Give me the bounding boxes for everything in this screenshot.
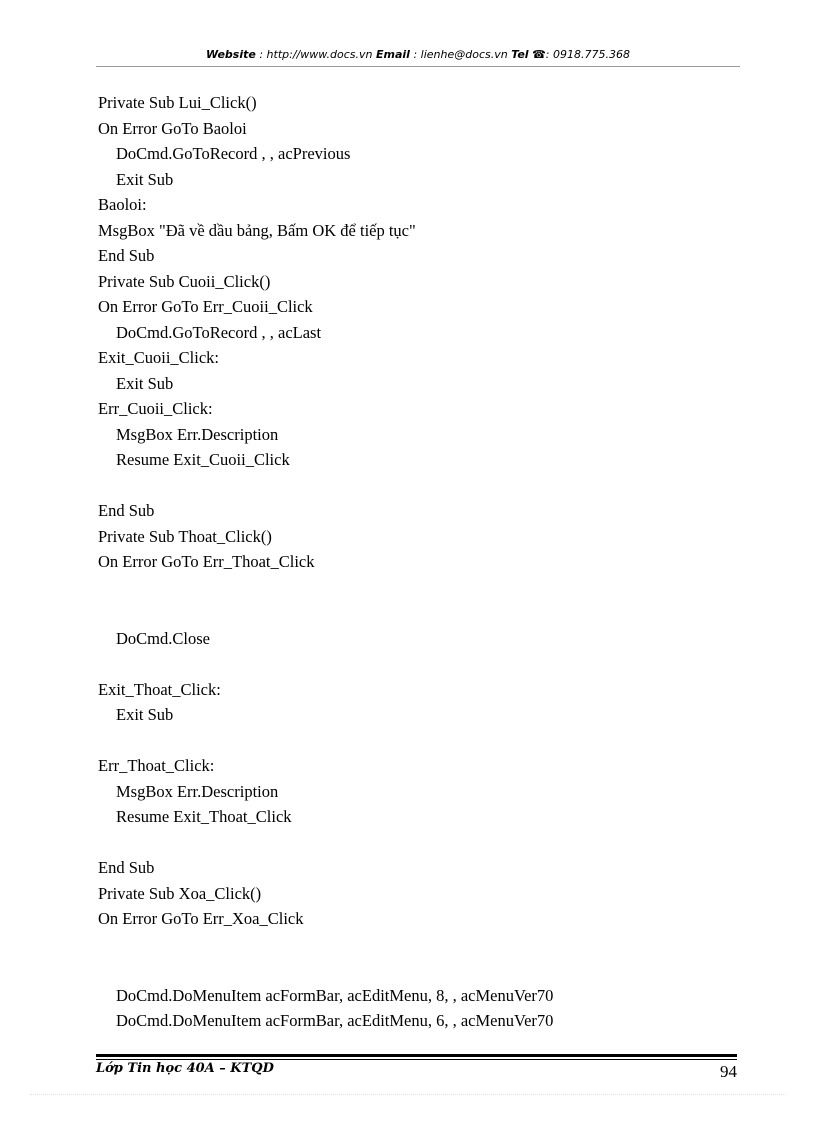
blank-line — [98, 728, 738, 754]
blank-line — [98, 473, 738, 499]
code-line: Exit_Thoat_Click: — [98, 679, 221, 699]
website-label: Website — [206, 48, 256, 61]
code-line: On Error GoTo Err_Thoat_Click — [98, 552, 315, 571]
code-line: Private Sub Lui_Click() — [98, 93, 257, 112]
code-line: Exit Sub — [116, 705, 174, 724]
code-line: Exit_Cuoii_Click: — [98, 348, 220, 367]
code-line: On Error GoTo Baoloi — [98, 118, 247, 138]
header-divider — [96, 66, 740, 67]
code-line: On Error GoTo Err_Xoa_Click — [98, 909, 304, 928]
code-line: Private Sub Xoa_Click() — [98, 883, 262, 903]
email-label: Email — [376, 48, 410, 61]
code-line: Private Sub Cuoii_Click() — [98, 271, 271, 291]
code-line: DoCmd.GoToRecord , , acLast — [116, 322, 322, 342]
code-line: Resume Exit_Cuoii_Click — [116, 450, 290, 469]
code-line: Err_Cuoii_Click: — [98, 399, 213, 418]
footer-divider-thick — [96, 1054, 737, 1057]
code-line: DoCmd.GoToRecord , , acPrevious — [116, 144, 351, 163]
code-line: Resume Exit_Thoat_Click — [116, 807, 292, 826]
code-line: DoCmd.Close — [116, 628, 210, 648]
blank-line — [98, 957, 738, 983]
code-line: Exit Sub — [116, 169, 174, 189]
blank-line — [98, 651, 738, 677]
code-line: MsgBox Err.Description — [116, 424, 279, 444]
blank-line — [98, 600, 738, 626]
blank-line — [98, 575, 738, 601]
blank-line — [98, 830, 738, 856]
page-edge-divider — [30, 1094, 786, 1095]
code-line: Err_Thoat_Click: — [98, 756, 215, 775]
code-line: On Error GoTo Err_Cuoii_Click — [98, 297, 313, 316]
email-value: : lienhe@docs.vn — [413, 48, 508, 61]
code-line: Baoloi: — [98, 195, 147, 214]
page-header — [96, 48, 740, 61]
tel-value: : 0918.775.368 — [545, 48, 630, 61]
footer-class-label: Lớp Tin học 40A – KTQD — [96, 1061, 274, 1076]
code-line: DoCmd.DoMenuItem acFormBar, acEditMenu, 8, , acMenuVer70 — [116, 985, 554, 1005]
page-number: 94 — [720, 1062, 737, 1081]
blank-line — [98, 932, 738, 958]
code-line: MsgBox "Đã về dầu bảng, Bấm OK để tiếp tục" — [98, 220, 416, 240]
code-line: Exit Sub — [116, 373, 174, 393]
code-line: End Sub — [98, 246, 155, 265]
website-value: : http://www.docs.vn — [259, 48, 373, 61]
code-line: End Sub — [98, 858, 155, 877]
tel-label: Tel — [511, 48, 529, 61]
code-block — [98, 90, 738, 1034]
code-line: MsgBox Err.Description — [116, 781, 279, 801]
code-line: End Sub — [98, 501, 155, 520]
footer-divider-thin — [96, 1059, 737, 1060]
phone-icon: ☎ — [532, 48, 546, 61]
code-line: DoCmd.DoMenuItem acFormBar, acEditMenu, 6, , acMenuVer70 — [116, 1011, 554, 1030]
code-line: Private Sub Thoat_Click() — [98, 526, 272, 546]
